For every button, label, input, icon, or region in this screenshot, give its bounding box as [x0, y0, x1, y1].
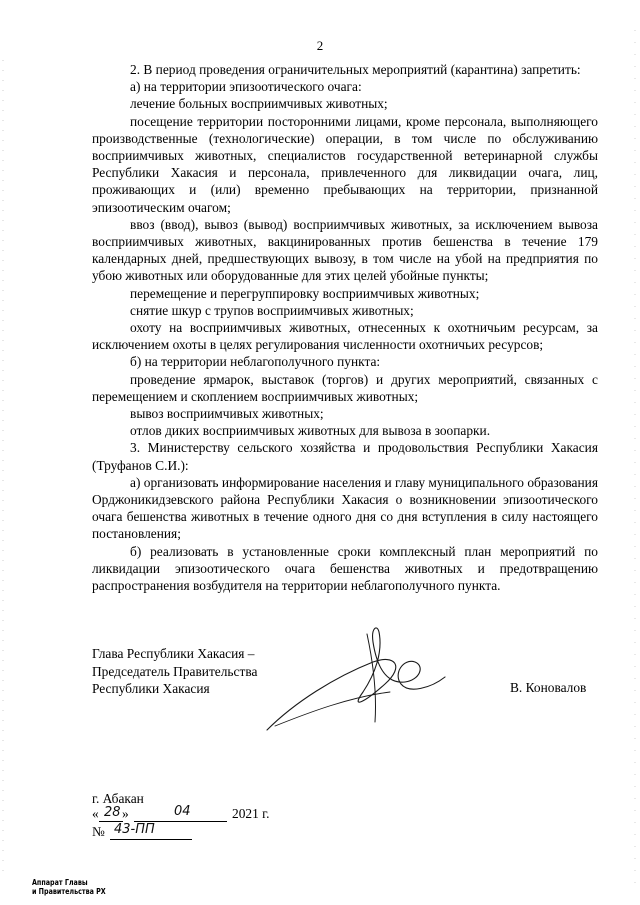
- number-prefix: №: [92, 824, 105, 839]
- signatory-title-line: Глава Республики Хакасия –: [92, 646, 255, 661]
- document-number: [92, 824, 292, 844]
- paragraph: лечение больных восприимчивых животных;: [130, 96, 388, 112]
- number-underline: [110, 839, 192, 840]
- paragraph: а) на территории эпизоотического очага:: [130, 79, 362, 95]
- place-of-signing: г. Абакан: [92, 791, 144, 806]
- paragraph: перемещение и перегруппировку восприимчивых животных;: [130, 285, 480, 301]
- date-year: 2021 г.: [232, 806, 270, 821]
- paragraph: а) организовать информирование населения и главу муниципального образования Орджоникидзевского района Республики Хакасия о возникновении эпизоотического очага бешенства животных в течение одного дня со дня вступления в силу настоящего постановления;: [92, 474, 598, 542]
- paragraph: ввоз (ввод), вывоз (вывод) восприимчивых животных, за исключением вывоза восприимчивых животных, вакцинированных против бешенства в течение 179 календарных дней, предшествующих вывозу, в том числе на убой на предприятия по убою животных или оборудованные для этих целей убойные пункты;: [92, 216, 598, 284]
- paragraph: снятие шкур с трупов восприимчивых животных;: [130, 302, 414, 318]
- paragraph: б) реализовать в установленные сроки комплексный план мероприятий по ликвидации эпизоотического очага бешенства животных и предотвращению распространения возбудителя на территории неблагополучного пункта.: [92, 543, 598, 594]
- office-stamp: [32, 878, 106, 896]
- paragraph: отлов диких восприимчивых животных для вывоза в зоопарки.: [130, 423, 491, 439]
- date-close-quote: »: [122, 806, 129, 821]
- scan-edge-marks: [634, 0, 636, 905]
- paragraph: посещение территории посторонними лицами, кроме персонала, выполняющего производственные (технологические) операции, в том числе по обслуживанию восприимчивых животных, специалистов государственной ветеринарной службы Республики Хакасия и персонала, привлеченного для ликвидации очага, лиц, проживающих и (или) временно пребывающих на территории, признанной эпизоотическим очагом;: [92, 113, 598, 215]
- date-month: 04: [174, 804, 191, 819]
- paragraph: 2. В период проведения ограничительных мероприятий (карантина) запретить:: [130, 62, 581, 77]
- paragraph: 3. Министерству сельского хозяйства и продовольствия Республики Хакасия (Труфанов С.И.):: [92, 440, 598, 473]
- scan-edge-marks: [2, 0, 4, 905]
- document-body: [92, 61, 598, 594]
- paragraph: вывоз восприимчивых животных;: [130, 406, 324, 422]
- signatory-title-line: Председатель Правительства: [92, 663, 258, 679]
- signatory-title-line: Республики Хакасия: [92, 681, 210, 696]
- stamp-line: и Правительства РХ: [32, 887, 106, 896]
- number-value: 43-ПП: [114, 822, 155, 837]
- stamp-line: Аппарат Главы: [32, 878, 88, 887]
- signatory-title: [92, 645, 257, 698]
- paragraph: б) на территории неблагополучного пункта:: [130, 354, 381, 370]
- date-open-quote: «: [92, 806, 99, 821]
- paragraph: охоту на восприимчивых животных, отнесенных к охотничьим ресурсам, за исключением охоты в целях регулирования численности охотничьих ресурсов;: [92, 320, 598, 353]
- date-day: 28: [104, 805, 121, 820]
- paragraph: проведение ярмарок, выставок (торгов) и других мероприятий, связанных с перемещением и скоплением восприимчивых животных;: [92, 371, 598, 404]
- handwritten-signature: [255, 622, 455, 742]
- signatory-name: В. Коновалов: [510, 680, 587, 695]
- page-number: 2: [316, 38, 324, 53]
